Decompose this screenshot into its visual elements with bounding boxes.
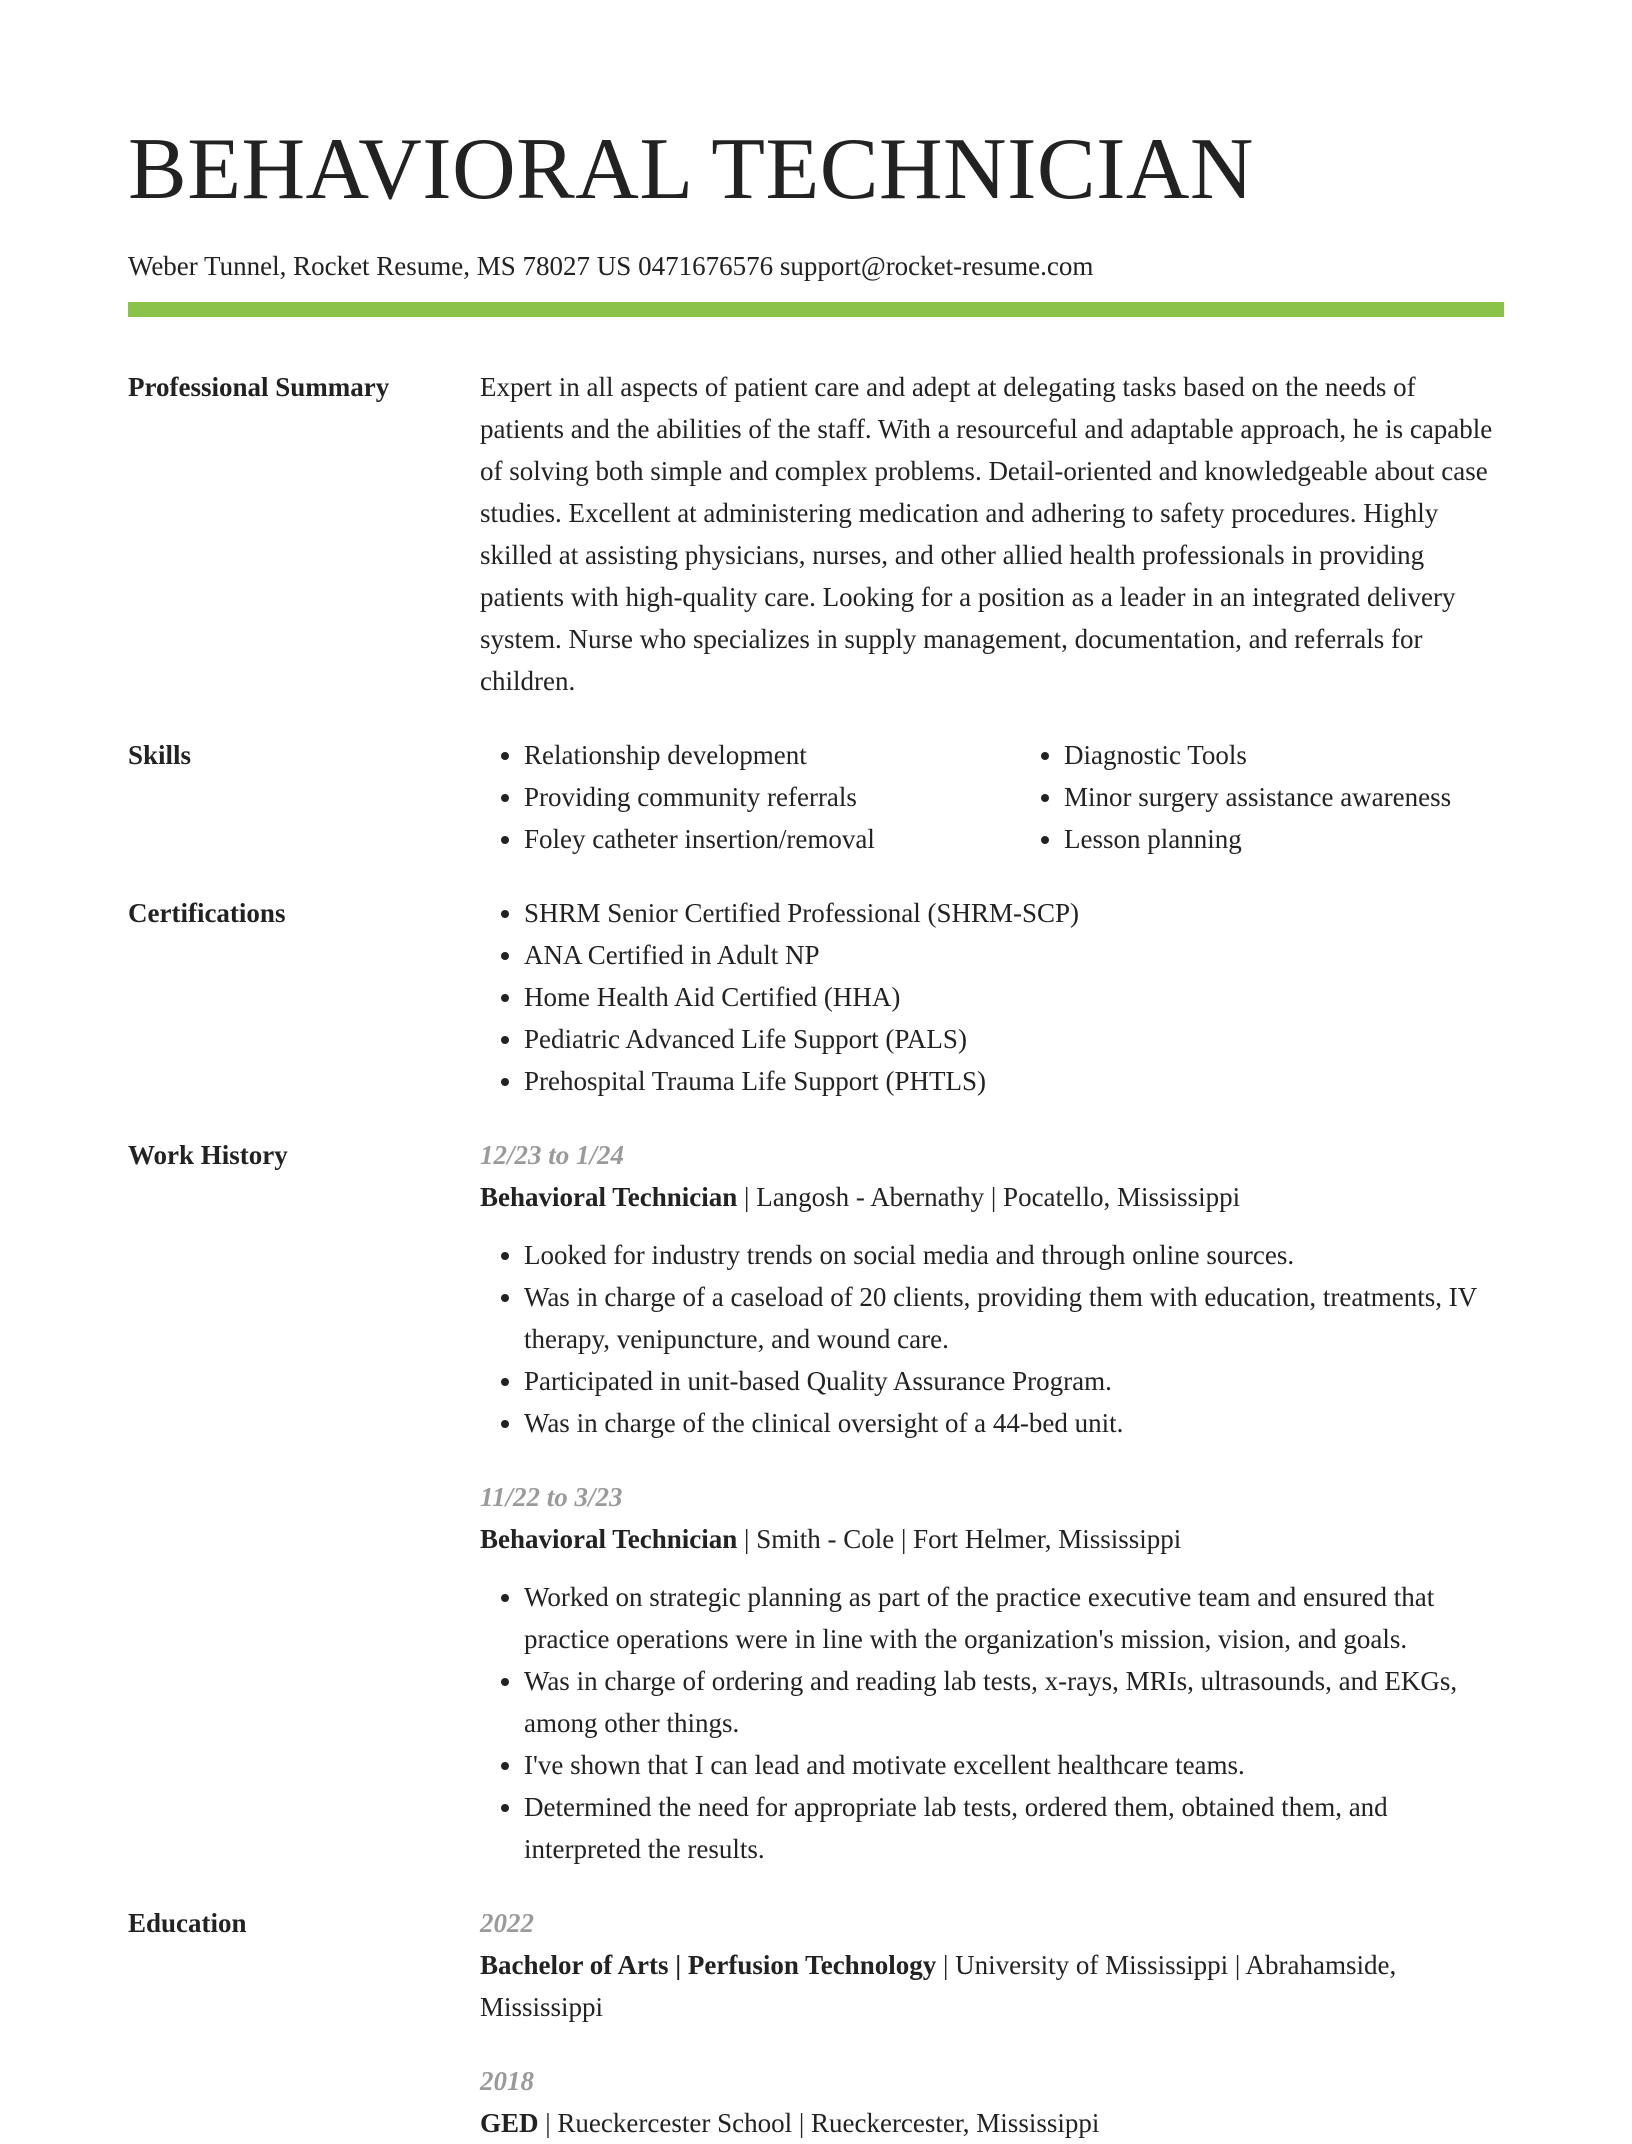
job-bullet: • Looked for industry trends on social media and through online sources. — [524, 1234, 1504, 1276]
job-bullets — [480, 1234, 1504, 1444]
work-history-label: Work History — [128, 1140, 288, 1170]
skill-item: • Minor surgery assistance awareness — [1064, 776, 1451, 818]
job-title: Behavioral Technician — [480, 1524, 738, 1554]
education-year: 2022 — [480, 1908, 534, 1938]
job-title: Behavioral Technician — [480, 1182, 738, 1212]
header-divider — [128, 302, 1504, 317]
skill-item: • Diagnostic Tools — [1064, 734, 1451, 776]
certification-item: • ANA Certified in Adult NP — [524, 934, 1504, 976]
job-details: | Langosh - Abernathy | Pocatello, Mississippi — [737, 1182, 1241, 1212]
job-entry — [480, 1134, 1504, 1444]
job-bullet: • Determined the need for appropriate lab tests, ordered them, obtained them, and interpreted the results. — [524, 1786, 1504, 1870]
job-dates: 11/22 to 3/23 — [480, 1482, 623, 1512]
job-bullet: • Was in charge of ordering and reading lab tests, x-rays, MRIs, ultrasounds, and EKGs, among other things. — [524, 1660, 1504, 1744]
education-details: | University of Mississippi | Abrahamside, Mississippi — [480, 1950, 1397, 2022]
job-bullet: • I've shown that I can lead and motivate excellent healthcare teams. — [524, 1744, 1504, 1786]
summary-label: Professional Summary — [128, 372, 390, 402]
contact-line — [128, 248, 1504, 284]
skills-section — [128, 734, 1504, 860]
education-section — [128, 1902, 1504, 2144]
education-heading — [480, 1944, 1504, 2028]
certifications-list — [480, 892, 1504, 1102]
skill-item: • Providing community referrals — [524, 776, 1028, 818]
job-bullet: • Was in charge of a caseload of 20 clients, providing them with education, treatments, IV therapy, venipuncture, and wound care. — [524, 1276, 1504, 1360]
job-bullets — [480, 1576, 1504, 1870]
job-heading — [480, 1518, 1504, 1560]
job-details: | Smith - Cole | Fort Helmer, Mississippi — [737, 1524, 1182, 1554]
contact-email: support@rocket-resume.com — [779, 251, 1094, 281]
skills-column-left — [480, 734, 1028, 860]
education-details: | Rueckercester School | Rueckercester, Mississippi — [538, 2108, 1100, 2138]
work-history-section — [128, 1134, 1504, 1870]
education-label: Education — [128, 1908, 247, 1938]
job-dates: 12/23 to 1/24 — [480, 1140, 625, 1170]
certification-item: • SHRM Senior Certified Professional (SHRM-SCP) — [524, 892, 1504, 934]
education-entry — [480, 1902, 1504, 2028]
certifications-label: Certifications — [128, 898, 286, 928]
summary-text: Expert in all aspects of patient care and adept at delegating tasks based on the needs of patients and the abilities of the staff. With a resourceful and adaptable approach, he is capable of solving both simple and complex problems. Detail-oriented and knowledgeable about case studies. Excellent at administering medication and adhering to safety procedures. Highly skilled at assisting physicians, nurses, and other allied health professionals in providing patients with high-quality care. Looking for a position as a leader in an integrated delivery system. Nurse who specializes in supply management, documentation, and referrals for children. — [480, 372, 1493, 696]
resume-name-heading: BEHAVIORAL TECHNICIAN — [128, 121, 1254, 218]
contact-address: Weber Tunnel, Rocket Resume, MS 78027 US — [128, 251, 639, 281]
education-body — [480, 1902, 1504, 2144]
education-degree: GED — [480, 2108, 539, 2138]
work-history-body — [480, 1134, 1504, 1870]
job-bullet: • Participated in unit-based Quality Assurance Program. — [524, 1360, 1504, 1402]
contact-phone: 0471676576 — [638, 251, 780, 281]
skills-grid — [480, 734, 1504, 860]
job-bullet: • Was in charge of the clinical oversight of a 44-bed unit. — [524, 1402, 1504, 1444]
certifications-body — [480, 892, 1504, 1102]
education-year: 2018 — [480, 2066, 534, 2096]
skills-column-right — [1028, 734, 1451, 860]
job-bullet: • Worked on strategic planning as part of the practice executive team and ensured that practice operations were in line with the organization's mission, vision, and goals. — [524, 1576, 1504, 1660]
resume-page — [128, 0, 1504, 2144]
skills-label: Skills — [128, 740, 192, 770]
job-entry — [480, 1476, 1504, 1870]
certification-item: • Home Health Aid Certified (HHA) — [524, 976, 1504, 1018]
job-heading — [480, 1176, 1504, 1218]
certification-item: • Prehospital Trauma Life Support (PHTLS) — [524, 1060, 1504, 1102]
skill-item: • Lesson planning — [1064, 818, 1451, 860]
skill-item: • Relationship development — [524, 734, 1028, 776]
certifications-section — [128, 892, 1504, 1102]
education-entry — [480, 2060, 1504, 2144]
education-heading — [480, 2102, 1504, 2144]
summary-section — [128, 366, 1504, 702]
education-degree: Bachelor of Arts | Perfusion Technology — [480, 1950, 937, 1980]
skill-item: • Foley catheter insertion/removal — [524, 818, 1028, 860]
certification-item: • Pediatric Advanced Life Support (PALS) — [524, 1018, 1504, 1060]
